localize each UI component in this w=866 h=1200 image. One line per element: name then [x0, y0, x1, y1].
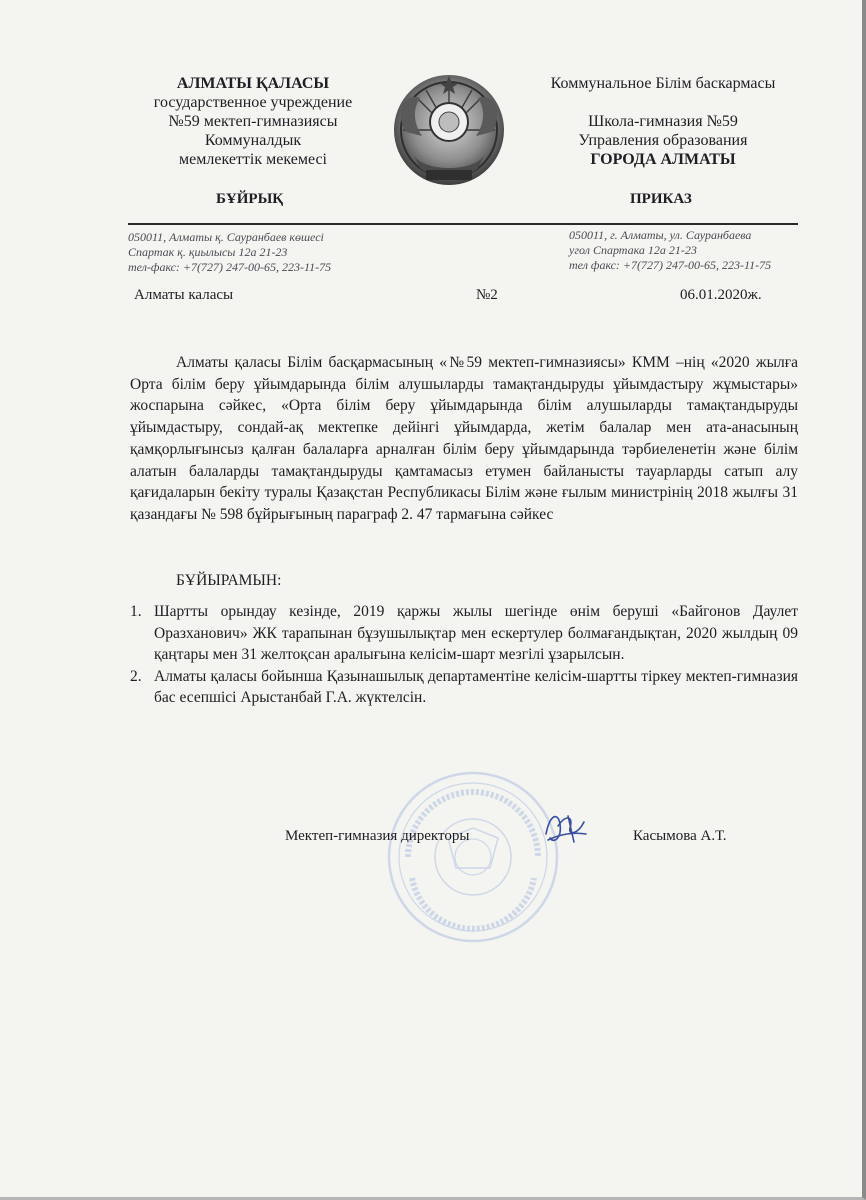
address-right-line: тел факс: +7(727) 247-00-65, 223-11-75: [569, 258, 772, 272]
decree-heading: БҰЙЫРАМЫН:: [176, 572, 282, 589]
decree-item-text: Алматы қаласы бойынша Қазынашылық департаментіне келісім-шартты тіркеу мектеп-гимназия бас есепшісі Арыстанбай Г.А. жүктелсін.: [154, 667, 798, 706]
header-right: [528, 74, 798, 169]
address-left: [128, 230, 331, 275]
body-text: [130, 352, 798, 526]
header-right-line1: Коммунальное Білім баскармасы: [550, 75, 776, 92]
decree-item-number: 2.: [130, 667, 142, 685]
order-word-kz: БҰЙРЫҚ: [216, 191, 284, 207]
address-right-line: 050011, г. Алматы, ул. Сауранбаева: [569, 228, 752, 242]
address-left-line: Спартак қ. қиылысы 12а 21-23: [128, 245, 288, 259]
state-emblem-icon: [386, 72, 512, 192]
address-left-line: 050011, Алматы қ. Сауранбаев көшесі: [128, 230, 324, 244]
decree-item: [130, 666, 798, 709]
address-right: [569, 228, 771, 273]
decree-item-number: 1.: [130, 603, 142, 620]
header-right-line3: Управления образования: [578, 132, 748, 149]
order-date: 06.01.2020ж.: [680, 287, 762, 303]
header-divider: [128, 223, 798, 225]
address-right-line: угол Спартака 12а 21-23: [569, 243, 697, 257]
header-left-line4: мемлекеттік мекемесі: [179, 151, 327, 168]
official-stamp-icon: [378, 768, 568, 946]
decree-item-text: Шартты орындау кезінде, 2019 қаржы жылы шегінде өнім беруші «Байгонов Даулет Оразханович» ЖК тарапынан бұзушылықтар мен ескертулер болмағандықтан, 2020 жылдың 09 қаңтары мен 31 желтоқсан аралығына келісім-шарт мезгілі ұзарылсын.: [154, 603, 798, 663]
header-right-title: ГОРОДА АЛМАТЫ: [590, 151, 736, 168]
decree-list: [130, 601, 798, 709]
order-number: №2: [476, 287, 498, 303]
order-word-ru: ПРИКАЗ: [630, 191, 692, 207]
header-left-title: АЛМАТЫ ҚАЛАСЫ: [176, 75, 330, 92]
header-right-line2: Школа-гимназия №59: [588, 113, 738, 130]
handwritten-signature-icon: [540, 804, 592, 852]
address-left-line: тел-факс: +7(727) 247-00-65, 223-11-75: [128, 260, 332, 274]
header-left-line1: государственное учреждение: [153, 94, 353, 111]
city: Алматы каласы: [134, 287, 234, 303]
header-left-line3: Коммуналдык: [204, 132, 302, 149]
signatory-role: Мектеп-гимназия директоры: [285, 828, 470, 844]
header-left: [128, 74, 378, 169]
header-left-line2: №59 мектеп-гимназиясы: [168, 113, 338, 130]
decree-item: [130, 601, 798, 666]
body-paragraph: Алматы қаласы Білім басқармасының «№59 мектеп-гимназиясы» КММ –нің «2020 жылға Орта білім беру ұйымдарында білім алушыларды тамақтандыруды ұйымдастыру жұмыстары» жоспарына сәйкес, «Орта білім беру ұйымдарында білім алушыларды тамақтандыруды ұйымдастыру, сондай-ақ мектепке дейінгі ұйымдарда, жетім балалар мен ата-анасының қамқорлығынсыз қалған балаларға арналған білім беру ұйымдарында тәрбиеленетін және білім алатын балаларды тамақтандыруды қамтамасыз етумен байланысты тауарларды сатып алу қағидаларын бекіту туралы Қазақстан Республикасы Білім және ғылым министрінің 2018 жылғы 31 қазандағы № 598 бұйрығының параграф 2. 47 тармағына сәйкес: [130, 354, 798, 523]
signatory-name: Касымова А.Т.: [633, 828, 727, 844]
